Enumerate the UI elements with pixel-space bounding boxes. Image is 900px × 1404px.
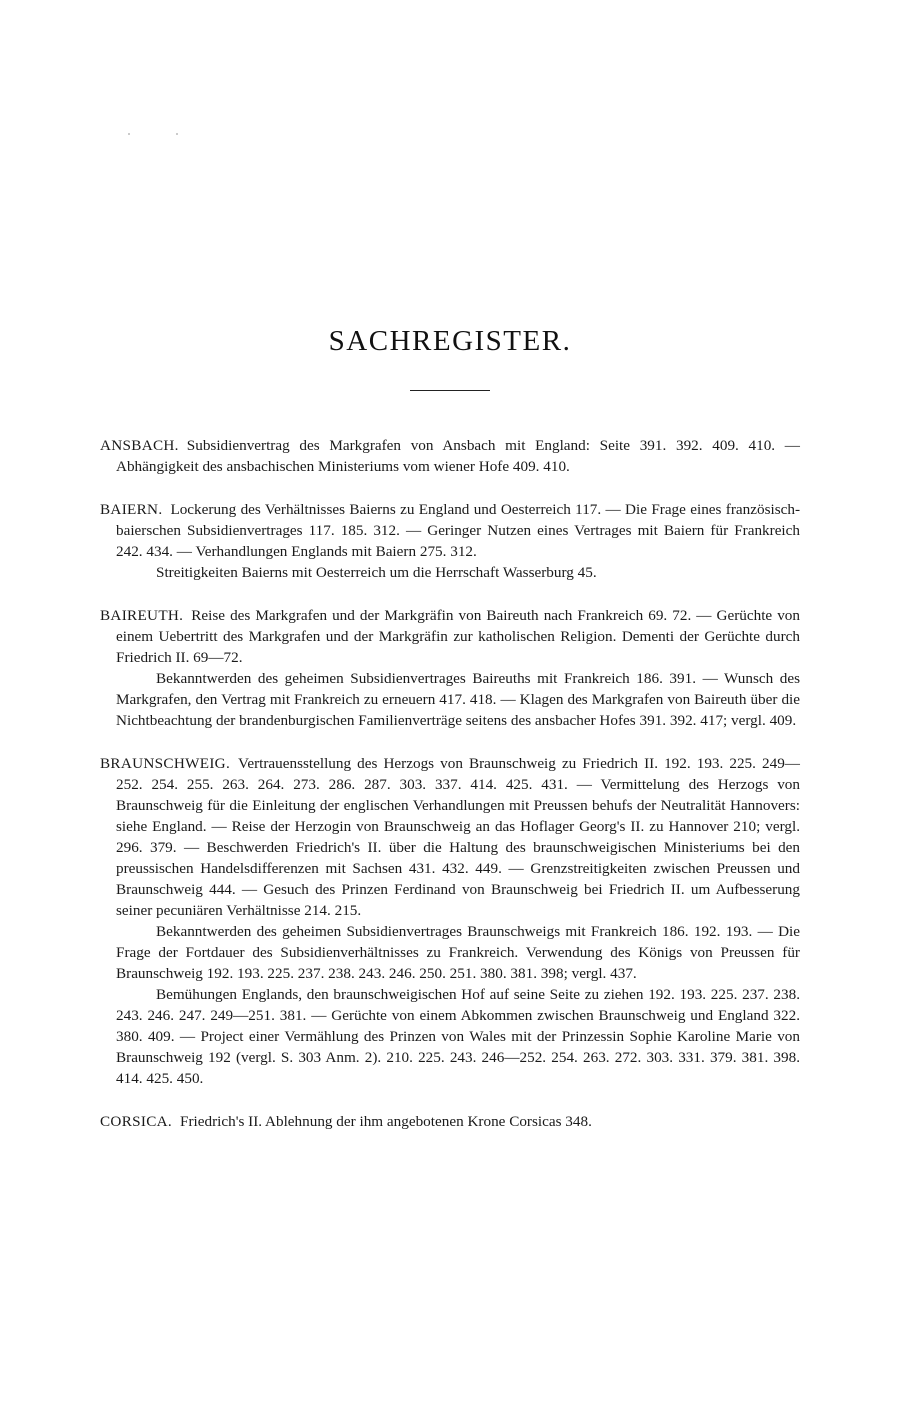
entry-paragraph <box>100 605 800 668</box>
entry-text: Friedrich's II. Ablehnung der ihm angebotenen Krone Corsicas 348. <box>180 1113 592 1130</box>
entry-subparagraph: Bekanntwerden des geheimen Subsidienvertrages Baireuths mit Frankreich 186. 391. — Wunsch des Markgrafen, den Vertrag mit Frankreich zu erneuern 417. 418. — Klagen des Markgrafen von Baireuth über die Nichtbeachtung der brandenburgischen Familienverträge seitens des ansbacher Hofes 391. 392. 417; vergl. 409. <box>116 670 800 729</box>
index-entries <box>100 435 800 1154</box>
entry-subparagraph: Bekanntwerden des geheimen Subsidienvertrages Braunschweigs mit Frankreich 186. 192. 193. — Die Frage der Fortdauer des Subsidienverhältnisses zu Frankreich. Verwendung des Königs von Preussen für Braunschweig 192. 193. 225. 237. 238. 243. 246. 250. 251. 380. 381. 398; vergl. 437. <box>116 923 800 982</box>
index-entry-ansbach <box>100 435 800 477</box>
entry-text: Subsidienvertrag des Markgrafen von Ansbach mit England: Seite 391. 392. 409. 410. — Abhängigkeit des ansbachischen Ministeriums vom wiener Hofe 409. 410. <box>116 437 800 475</box>
entry-heading: ANSBACH. <box>100 437 179 454</box>
page-title: SACHREGISTER. <box>328 325 572 357</box>
index-entry-braunschweig <box>100 753 800 1089</box>
entry-heading: BAIREUTH. <box>100 607 184 624</box>
entry-subparagraph: Streitigkeiten Baierns mit Oesterreich um die Herrschaft Wasserburg 45. <box>156 564 597 581</box>
index-entry-baiern <box>100 499 800 583</box>
entry-text: Vertrauensstellung des Herzogs von Braunschweig zu Friedrich II. 192. 193. 225. 249—252. 254. 255. 263. 264. 273. 286. 287. 303. 337. 414. 425. 431. — Vermittelung des Herzogs von Braunschweig für die Einleitung der englischen Verhandlungen mit Preussen behufs der Neutralität Hannovers: siehe England. — Reise der Herzogin von Braunschweig an das Hoflager Georg's II. zu Hannover 210; vergl. 296. 379. — Beschwerden Friedrich's II. über die Haltung des braunschweigischen Ministeriums bei den preussischen Handelsdifferenzen mit Sachsen 431. 432. 449. — Grenzstreitigkeiten zwischen Preussen und Braunschweig 444. — Gesuch des Prinzen Ferdinand von Braunschweig bei Friedrich II. um Aufbesserung seiner pecuniären Verhältnisse 214. 215. <box>116 755 800 919</box>
entry-paragraph <box>100 753 800 921</box>
entry-subparagraph: Bemühungen Englands, den braunschweigischen Hof auf seine Seite zu ziehen 192. 193. 225. 237. 238. 243. 246. 247. 249—251. 381. — Gerüchte von einem Abkommen zwischen Braunschweig und England 322. 380. 409. — Project einer Vermählung des Prinzen von Wales mit der Prinzessin Sophie Karoline Marie von Braunschweig 192 (vergl. S. 303 Anm. 2). 210. 225. 243. 246—252. 254. 263. 272. 303. 331. 379. 381. 398. 414. 425. 450. <box>116 986 800 1087</box>
index-entry-corsica <box>100 1111 800 1132</box>
margin-speck <box>128 133 130 135</box>
index-entry-baireuth <box>100 605 800 731</box>
margin-speck <box>176 133 178 135</box>
entry-text: Reise des Markgrafen und der Markgräfin von Baireuth nach Frankreich 69. 72. — Gerüchte von einem Uebertritt des Markgrafen und der Markgräfin zur katholischen Religion. Dementi der Gerüchte durch Friedrich II. 69—72. <box>116 607 800 666</box>
entry-heading: BAIERN. <box>100 501 163 518</box>
entry-heading: CORSICA. <box>100 1113 173 1130</box>
entry-text: Lockerung des Verhältnisses Baierns zu England und Oesterreich 117. — Die Frage eines französisch-baierschen Subsidienvertrages 117. 185. 312. — Geringer Nutzen eines Vertrages mit Baiern für Frankreich 242. 434. — Verhandlungen Englands mit Baiern 275. 312. <box>116 501 800 560</box>
entry-paragraph <box>100 1111 800 1132</box>
title-divider <box>410 390 490 391</box>
entry-heading: BRAUNSCHWEIG. <box>100 755 231 772</box>
entry-paragraph <box>100 435 800 477</box>
entry-paragraph <box>100 499 800 562</box>
